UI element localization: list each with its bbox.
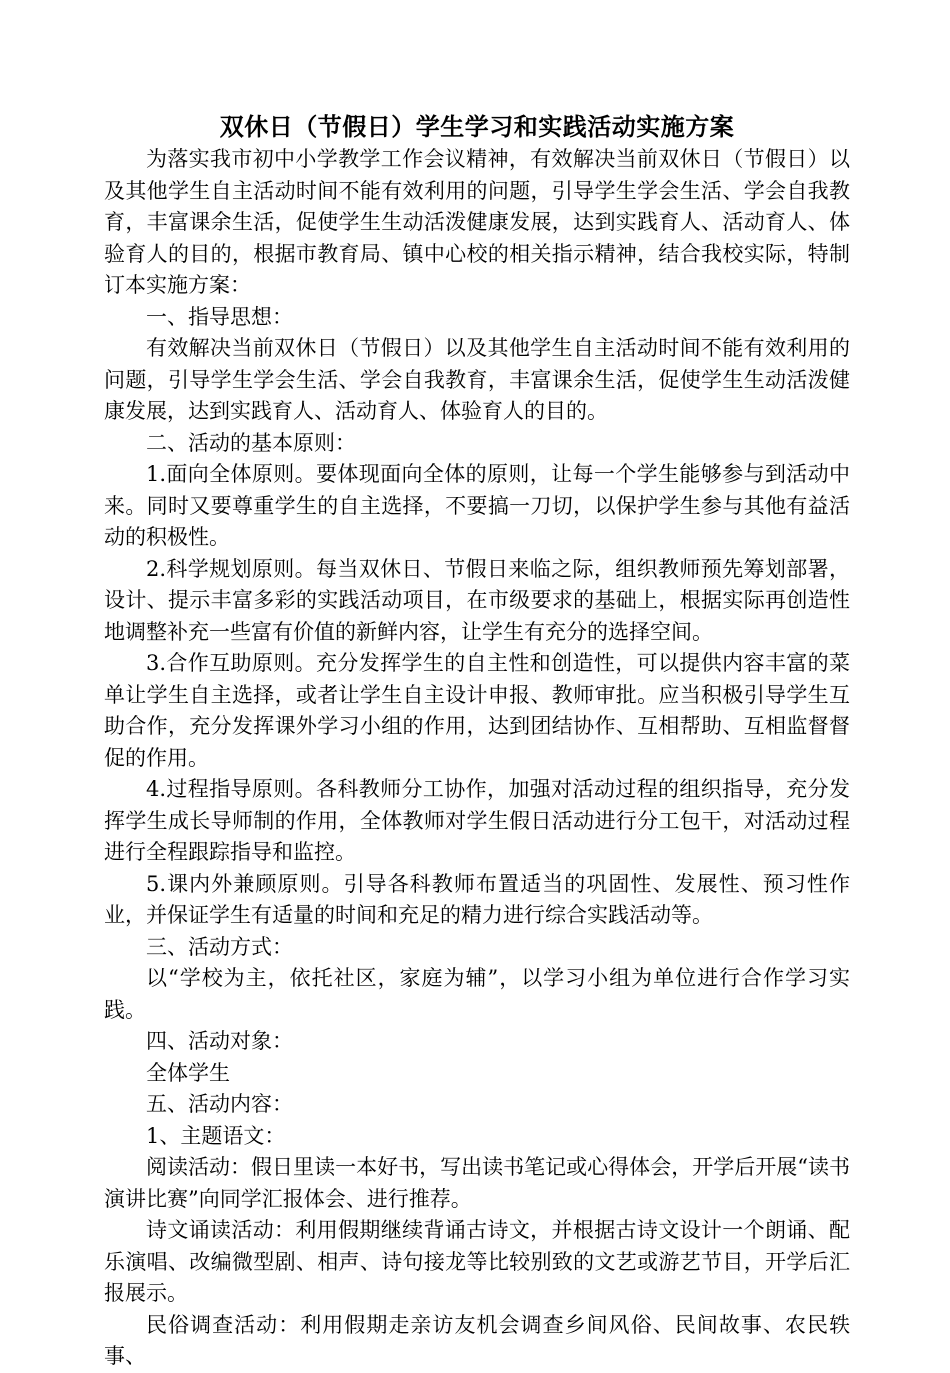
document-title: 双休日（节假日）学生学习和实践活动实施方案 [219,112,735,141]
activity-target-paragraph: 全体学生 [146,1060,230,1085]
activity-method-paragraph: 以“学校为主，依托社区，家庭为辅”，以学习小组为单位进行合作学习实践。 [104,966,850,1022]
principle-5-paragraph: 5.课内外兼顾原则。引导各科教师布置适当的巩固性、发展性、预习性作业，并保证学生有适量的时间和充足的精力进行综合实践活动等。 [104,871,850,927]
guiding-thought-paragraph: 有效解决当前双休日（节假日）以及其他学生自主活动时间不能有效利用的问题，引导学生学会生活、学会自我教育，丰富课余生活，促使学生生动活泼健康发展，达到实践育人、活动育人、体验育人的目的。 [104,336,850,423]
principle-1-paragraph: 1.面向全体原则。要体现面向全体的原则，让每一个学生能够参与到活动中来。同时又要尊重学生的自主选择，不要搞一刀切，以保护学生参与其他有益活动的积极性。 [104,462,850,549]
folk-survey-paragraph: 民俗调查活动：利用假期走亲访友机会调查乡间风俗、民间故事、农民轶事、 [104,1312,850,1368]
section-heading-principles: 二、活动的基本原则： [146,430,356,455]
section-heading-activity-target: 四、活动对象： [146,1029,293,1053]
section-heading-activity-content: 五、活动内容： [146,1092,293,1116]
intro-paragraph: 为落实我市初中小学教学工作会议精神，有效解决当前双休日（节假日）以及其他学生自主活动时间不能有效利用的问题，引导学生学会生活、学会自我教育，丰富课余生活，促使学生生动活泼健康发展，达到实践育人、活动育人、体验育人的目的，根据市教育局、镇中心校的相关指示精神，结合我校实际，特制订本实施方案： [104,147,850,297]
subsection-heading-chinese: 1、主题语文： [146,1123,286,1148]
principle-2-paragraph: 2.科学规划原则。每当双休日、节假日来临之际，组织教师预先筹划部署，设计、提示丰富多彩的实践活动项目，在市级要求的基础上，根据实际再创造性地调整补充一些富有价值的新鲜内容，让学生有充分的选择空间。 [104,556,850,644]
document-page [104,110,850,1373]
poetry-recitation-paragraph: 诗文诵读活动：利用假期继续背诵古诗文，并根据古诗文设计一个朗诵、配乐演唱、改编微型剧、相声、诗句接龙等比较别致的文艺或游艺节目，开学后汇报展示。 [104,1218,850,1305]
principle-3-paragraph: 3.合作互助原则。充分发挥学生的自主性和创造性，可以提供内容丰富的菜单让学生自主选择，或者让学生自主设计申报、教师审批。应当积极引导学生互助合作，充分发挥课外学习小组的作用，达到团结协作、互相帮助、互相监督督促的作用。 [104,651,850,770]
section-heading-guiding-thought: 一、指导思想： [146,304,293,329]
section-heading-activity-method: 三、活动方式： [146,934,293,959]
principle-4-paragraph: 4.过程指导原则。各科教师分工协作，加强对活动过程的组织指导，充分发挥学生成长导师制的作用，全体教师对学生假日活动进行分工包干，对活动过程进行全程跟踪指导和监控。 [104,777,850,864]
reading-activity-paragraph: 阅读活动：假日里读一本好书，写出读书笔记或心得体会，开学后开展“读书演讲比赛”向同学汇报体会、进行推荐。 [104,1155,850,1211]
